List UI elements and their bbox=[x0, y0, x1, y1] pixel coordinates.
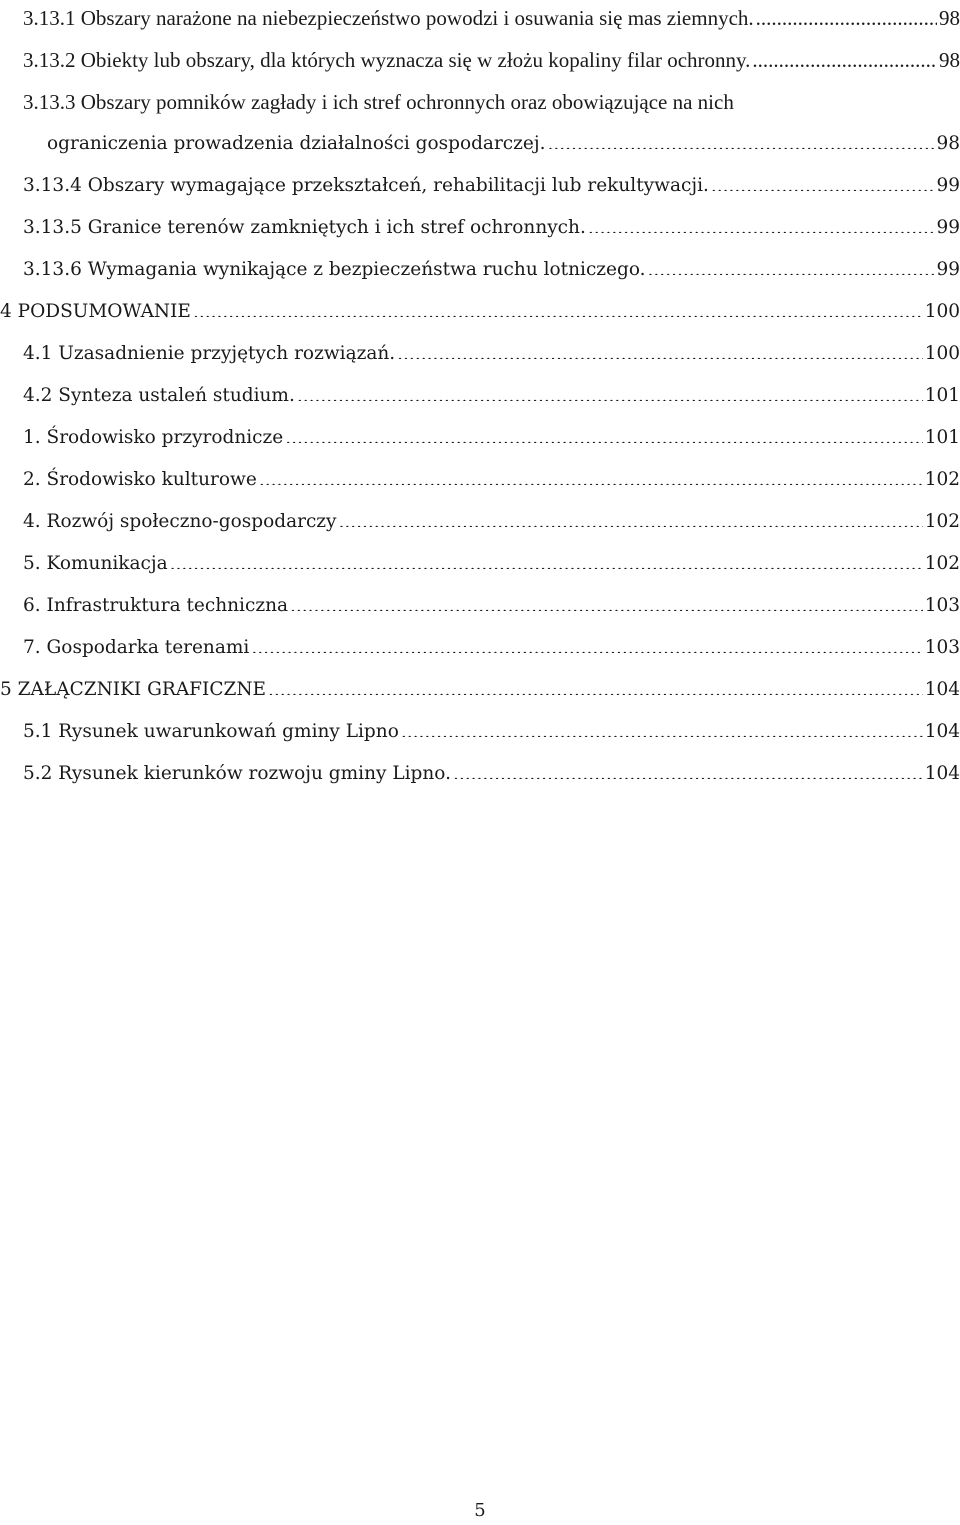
toc-entry-title: 6. Infrastruktura techniczna bbox=[23, 595, 289, 616]
toc-leader-dots bbox=[170, 551, 923, 570]
toc-leader-dots bbox=[259, 467, 923, 486]
toc-entry-title: 4.1 Uzasadnienie przyjętych rozwiązań. bbox=[23, 343, 396, 364]
toc-entry-title: 4.2 Synteza ustaleń studium. bbox=[23, 385, 295, 406]
toc-entry-title: 5.2 Rysunek kierunków rozwoju gminy Lipno. bbox=[23, 763, 451, 784]
toc-leader-dots bbox=[297, 383, 923, 402]
toc-entry[interactable] bbox=[0, 168, 960, 210]
toc-entry-page: 100 bbox=[924, 301, 960, 322]
toc-entry-title: 3.13.5 Granice terenów zamkniętych i ich stref ochronnych. bbox=[23, 217, 586, 238]
toc-entry[interactable] bbox=[0, 714, 960, 756]
toc-leader-dots bbox=[397, 341, 923, 360]
toc-entry[interactable] bbox=[0, 42, 960, 84]
toc-leader-dots bbox=[251, 635, 922, 654]
toc-entry-page: 101 bbox=[924, 385, 960, 406]
toc-leader-dots bbox=[285, 425, 922, 444]
toc-leader-dots bbox=[756, 4, 937, 25]
toc-entry-page: 103 bbox=[924, 595, 960, 616]
toc-entry[interactable] bbox=[0, 336, 960, 378]
toc-entry[interactable] bbox=[0, 294, 960, 336]
toc-entry-page: 102 bbox=[924, 553, 960, 574]
toc-entry[interactable] bbox=[0, 504, 960, 546]
toc-entry[interactable] bbox=[0, 672, 960, 714]
toc-entry-page: 98 bbox=[936, 133, 960, 154]
toc-entry-line bbox=[0, 84, 960, 126]
toc-leader-dots bbox=[648, 257, 935, 276]
toc-entry[interactable] bbox=[0, 378, 960, 420]
toc-entry-page: 103 bbox=[924, 637, 960, 658]
toc-entry-page: 100 bbox=[924, 343, 960, 364]
toc-entry[interactable] bbox=[0, 210, 960, 252]
toc-entry[interactable] bbox=[0, 0, 960, 42]
toc-entry-title: 1. Środowisko przyrodnicze bbox=[23, 427, 284, 448]
toc-entry-line bbox=[0, 126, 960, 168]
toc-entry-page: 98 bbox=[939, 6, 960, 30]
toc-leader-dots bbox=[588, 215, 935, 234]
toc-entry[interactable] bbox=[0, 420, 960, 462]
toc-entry-page: 102 bbox=[924, 511, 960, 532]
toc-leader-dots bbox=[193, 299, 923, 318]
toc-entry-page: 99 bbox=[936, 217, 960, 238]
toc-entry-page: 99 bbox=[936, 175, 960, 196]
toc-entry[interactable] bbox=[0, 546, 960, 588]
page-number: 5 bbox=[474, 1500, 486, 1521]
toc-entry-multiline[interactable] bbox=[0, 84, 960, 168]
toc-entry[interactable] bbox=[0, 630, 960, 672]
toc-entry-title: 3.13.1 Obszary narażone na niebezpieczeństwo powodzi i osuwania się mas ziemnych. bbox=[23, 6, 754, 30]
toc-leader-dots bbox=[401, 719, 923, 738]
toc-entry-title: 5.1 Rysunek uwarunkowań gminy Lipno bbox=[23, 721, 399, 742]
toc-entry-page: 101 bbox=[924, 427, 960, 448]
toc-leader-dots bbox=[339, 509, 923, 528]
toc-entry-title: 7. Gospodarka terenami bbox=[23, 637, 250, 658]
toc-entry-title: 3.13.6 Wymagania wynikające z bezpieczeństwa ruchu lotniczego. bbox=[23, 259, 646, 280]
toc-entry-page: 99 bbox=[936, 259, 960, 280]
toc-leader-dots bbox=[290, 593, 923, 612]
toc-entry-title: 3.13.4 Obszary wymagające przekształceń, rehabilitacji lub rekultywacji. bbox=[23, 175, 709, 196]
toc-entry-page: 102 bbox=[924, 469, 960, 490]
toc-entry[interactable] bbox=[0, 756, 960, 798]
toc-entry-page: 104 bbox=[924, 763, 960, 784]
toc-entry[interactable] bbox=[0, 462, 960, 504]
toc-entry-title: 5. Komunikacja bbox=[23, 553, 168, 574]
toc-entry-title: 3.13.3 Obszary pomników zagłady i ich stref ochronnych oraz obowiązujące na nich bbox=[23, 90, 734, 114]
toc-entry-title: 2. Środowisko kulturowe bbox=[23, 469, 257, 490]
toc-entry-title: 3.13.2 Obiekty lub obszary, dla których wyznacza się w złożu kopaliny filar ochronny. bbox=[23, 48, 751, 72]
toc-leader-dots bbox=[752, 46, 937, 67]
toc-entry[interactable] bbox=[0, 252, 960, 294]
toc-leader-dots bbox=[547, 131, 934, 150]
toc-entry[interactable] bbox=[0, 588, 960, 630]
toc-entry-page: 98 bbox=[939, 48, 960, 72]
toc-leader-dots bbox=[453, 761, 923, 780]
toc-entry-page: 104 bbox=[924, 721, 960, 742]
toc-entry-title: 4. Rozwój społeczno-gospodarczy bbox=[23, 511, 337, 532]
toc-leader-dots bbox=[268, 677, 923, 696]
toc-entry-title: 4 PODSUMOWANIE bbox=[0, 301, 191, 322]
toc-entry-title: 5 ZAŁĄCZNIKI GRAFICZNE bbox=[0, 679, 267, 700]
toc-leader-dots bbox=[711, 173, 935, 192]
toc-entry-title-continued: ograniczenia prowadzenia działalności gospodarczej. bbox=[47, 133, 546, 154]
toc-entry-page: 104 bbox=[924, 679, 960, 700]
